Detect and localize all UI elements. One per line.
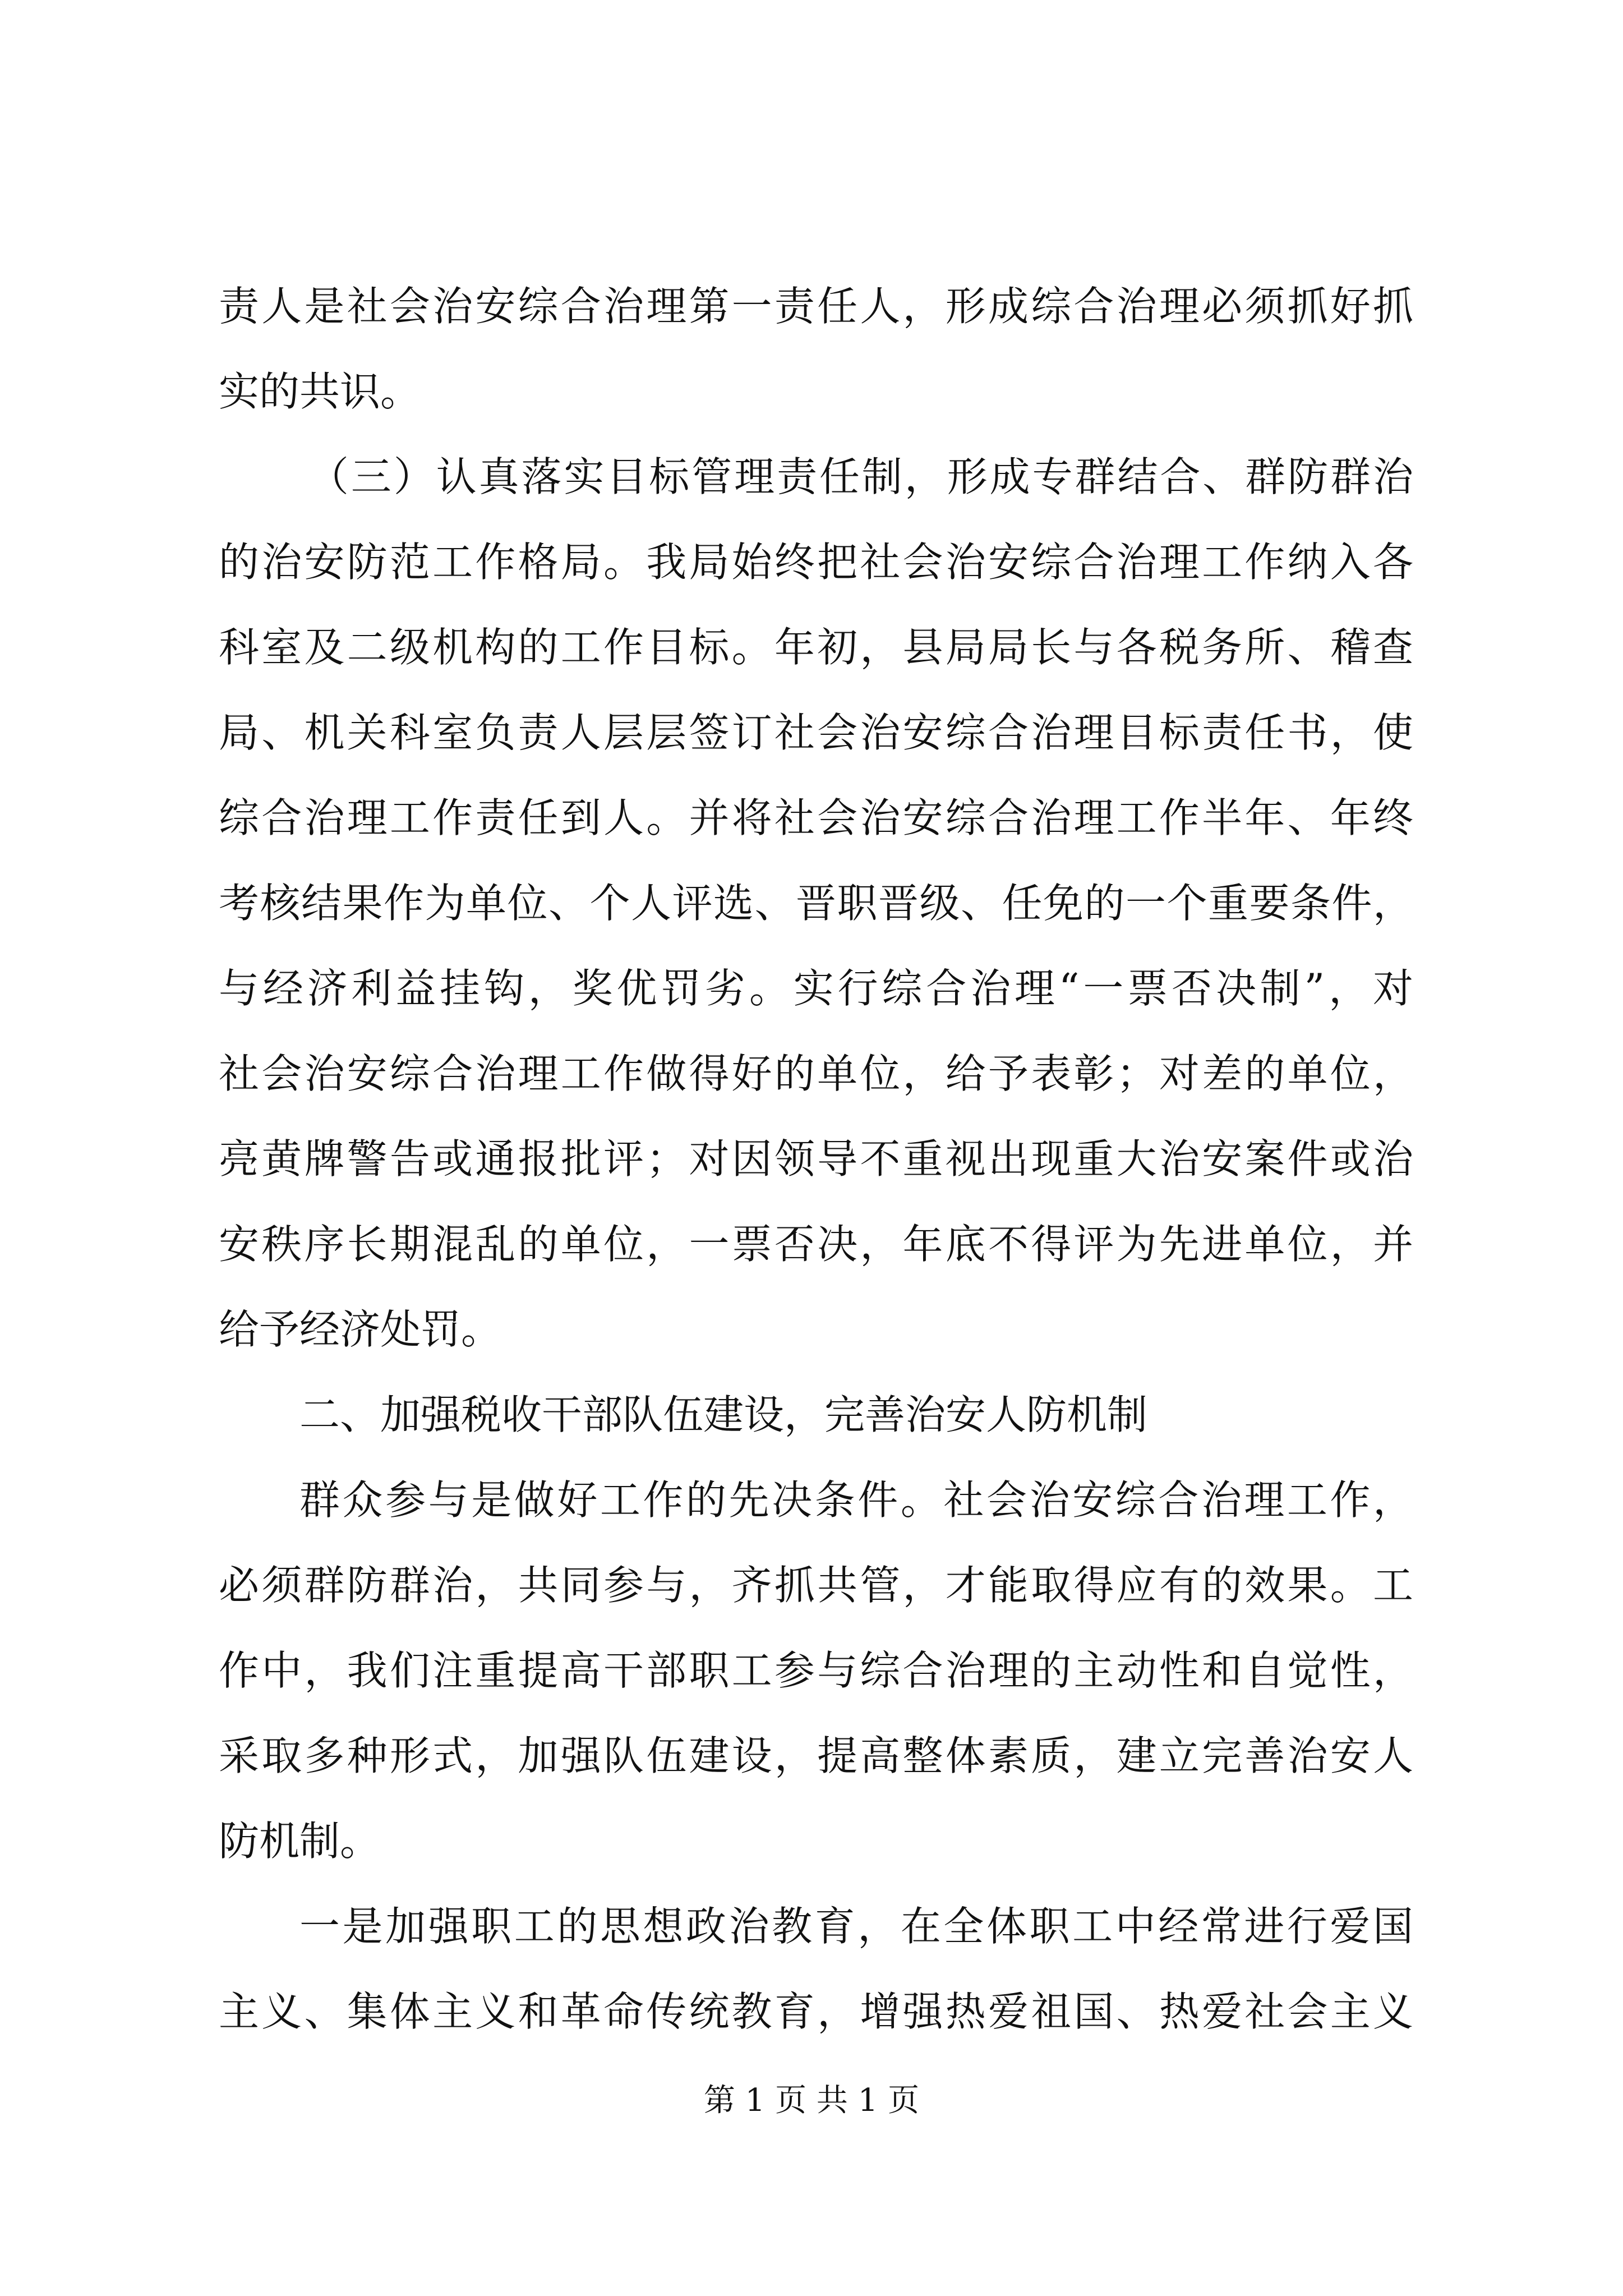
text-line: 的治安防范工作格局。我局始终把社会治安综合治理工作纳入各 xyxy=(219,539,1413,586)
text-line: 实的共识。 xyxy=(219,368,421,415)
text-line: 综合治理工作责任到人。并将社会治安综合治理工作半年、年终 xyxy=(219,794,1413,841)
text-line: 采取多种形式，加强队伍建设，提高整体素质，建立完善治安人 xyxy=(219,1732,1413,1779)
text-line: 主义、集体主义和革命传统教育，增强热爱祖国、热爱社会主义 xyxy=(219,1988,1413,2035)
section-heading: 二、加强税收干部队伍建设，完善治安人防机制 xyxy=(299,1391,1148,1438)
text-line: 给予经济处罚。 xyxy=(219,1306,502,1353)
text-line: 局、机关科室负责人层层签订社会治安综合治理目标责任书，使 xyxy=(219,709,1413,756)
text-line: （三）认真落实目标管理责任制，形成专群结合、群防群治 xyxy=(286,453,1413,500)
text-line: 科室及二级机构的工作目标。年初，县局局长与各税务所、稽查 xyxy=(219,624,1413,671)
text-line: 社会治安综合治理工作做得好的单位，给予表彰；对差的单位， xyxy=(219,1050,1413,1097)
text-line: 亮黄牌警告或通报批评；对因领导不重视出现重大治安案件或治 xyxy=(219,1135,1413,1182)
text-line: 必须群防群治，共同参与，齐抓共管，才能取得应有的效果。工 xyxy=(219,1562,1413,1609)
text-line: 群众参与是做好工作的先决条件。社会治安综合治理工作， xyxy=(299,1476,1413,1524)
text-line: 与经济利益挂钩，奖优罚劣。实行综合治理“一票否决制”，对 xyxy=(219,965,1413,1012)
text-line: 作中，我们注重提高干部职工参与综合治理的主动性和自觉性， xyxy=(219,1647,1413,1694)
text-line: 责人是社会治安综合治理第一责任人，形成综合治理必须抓好抓 xyxy=(219,283,1413,330)
text-line: 防机制。 xyxy=(219,1818,381,1865)
text-line: 一是加强职工的思想政治教育，在全体职工中经常进行爱国 xyxy=(299,1903,1413,1950)
page-footer: 第 1 页 共 1 页 xyxy=(703,2082,920,2119)
text-line: 考核结果作为单位、个人评选、晋职晋级、任免的一个重要条件， xyxy=(219,880,1413,927)
text-line: 安秩序长期混乱的单位，一票否决，年底不得评为先进单位，并 xyxy=(219,1221,1413,1268)
body-text xyxy=(219,264,1413,2054)
